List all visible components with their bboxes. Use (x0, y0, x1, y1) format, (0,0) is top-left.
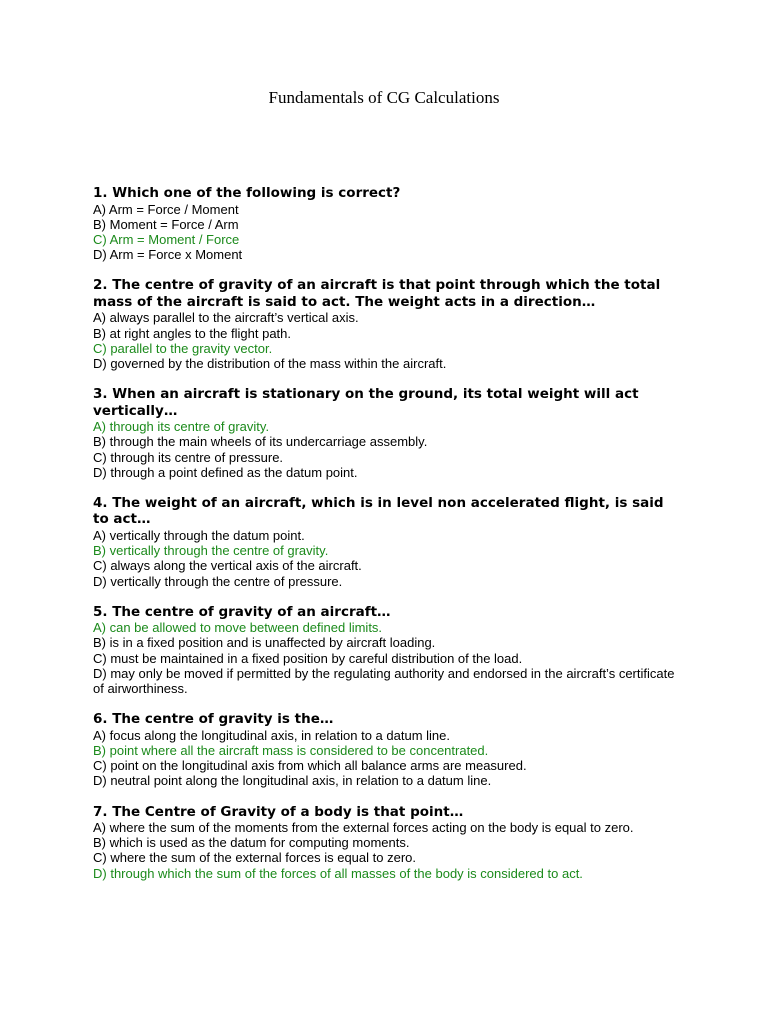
answer-option: B) which is used as the datum for computing moments. (93, 835, 410, 851)
correct-answer-option: C) parallel to the gravity vector. (93, 340, 273, 356)
question-text: 4. The weight of an aircraft, which is in level non accelerated flight, is said to act… (93, 494, 664, 528)
question-text: 2. The centre of gravity of an aircraft is that point through which the total mass of the aircraft is said to act. The weight acts in a direction… (93, 277, 661, 310)
correct-answer-option: B) point where all the aircraft mass is considered to be concentrated. (93, 742, 489, 758)
answer-option: B) is in a fixed position and is unaffected by aircraft loading. (93, 635, 436, 651)
answer-option: A) Arm = Force / Moment (93, 201, 239, 217)
question-block (93, 604, 683, 697)
question-text: 1. Which one of the following is correct? (93, 185, 401, 201)
answer-option: C) point on the longitudinal axis from which all balance arms are measured. (93, 758, 527, 774)
answer-option: B) at right angles to the flight path. (93, 325, 292, 341)
answer-option: A) always parallel to the aircraft’s vertical axis. (93, 310, 359, 326)
question-text: 7. The Centre of Gravity of a body is that point… (93, 803, 464, 820)
answer-option: D) neutral point along the longitudinal axis, in relation to a datum line. (93, 773, 492, 789)
question-block (93, 185, 683, 262)
answer-option: C) always along the vertical axis of the aircraft. (93, 558, 362, 574)
answer-option: A) focus along the longitudinal axis, in relation to a datum line. (93, 727, 450, 743)
answer-option: C) through its centre of pressure. (93, 449, 284, 465)
answer-option: A) vertically through the datum point. (93, 527, 305, 543)
correct-answer-option: A) can be allowed to move between defined limits. (93, 620, 383, 636)
answer-option: C) where the sum of the external forces is equal to zero. (93, 850, 416, 866)
answer-option: D) Arm = Force x Moment (93, 247, 243, 263)
answer-option: D) vertically through the centre of pressure. (93, 573, 343, 589)
answer-option: D) may only be moved if permitted by the regulating authority and endorsed in the aircraft’s certificate of airworthiness. (93, 665, 675, 697)
answer-option: A) where the sum of the moments from the external forces acting on the body is equal to zero. (93, 820, 634, 836)
question-block (93, 495, 683, 589)
correct-answer-option: B) vertically through the centre of gravity. (93, 543, 329, 559)
answer-option: B) Moment = Force / Arm (93, 216, 239, 232)
question-block (93, 711, 683, 788)
question-block (93, 386, 683, 480)
question-text: 6. The centre of gravity is the… (93, 711, 334, 728)
answer-option: B) through the main wheels of its undercarriage assembly. (93, 434, 428, 450)
question-list (93, 185, 683, 896)
question-text: 5. The centre of gravity of an aircraft… (93, 603, 391, 620)
correct-answer-option: C) Arm = Moment / Force (93, 231, 240, 247)
question-block (93, 277, 683, 371)
document-title: Fundamentals of CG Calculations (268, 88, 500, 107)
correct-answer-option: A) through its centre of gravity. (93, 419, 270, 435)
answer-option: D) governed by the distribution of the mass within the aircraft. (93, 355, 447, 371)
question-block (93, 804, 683, 881)
answer-option: C) must be maintained in a fixed position by careful distribution of the load. (93, 650, 523, 666)
question-text: 3. When an aircraft is stationary on the ground, its total weight will act vertically… (93, 386, 639, 419)
correct-answer-option: D) through which the sum of the forces of all masses of the body is considered to act. (93, 865, 583, 881)
answer-option: D) through a point defined as the datum point. (93, 464, 358, 480)
